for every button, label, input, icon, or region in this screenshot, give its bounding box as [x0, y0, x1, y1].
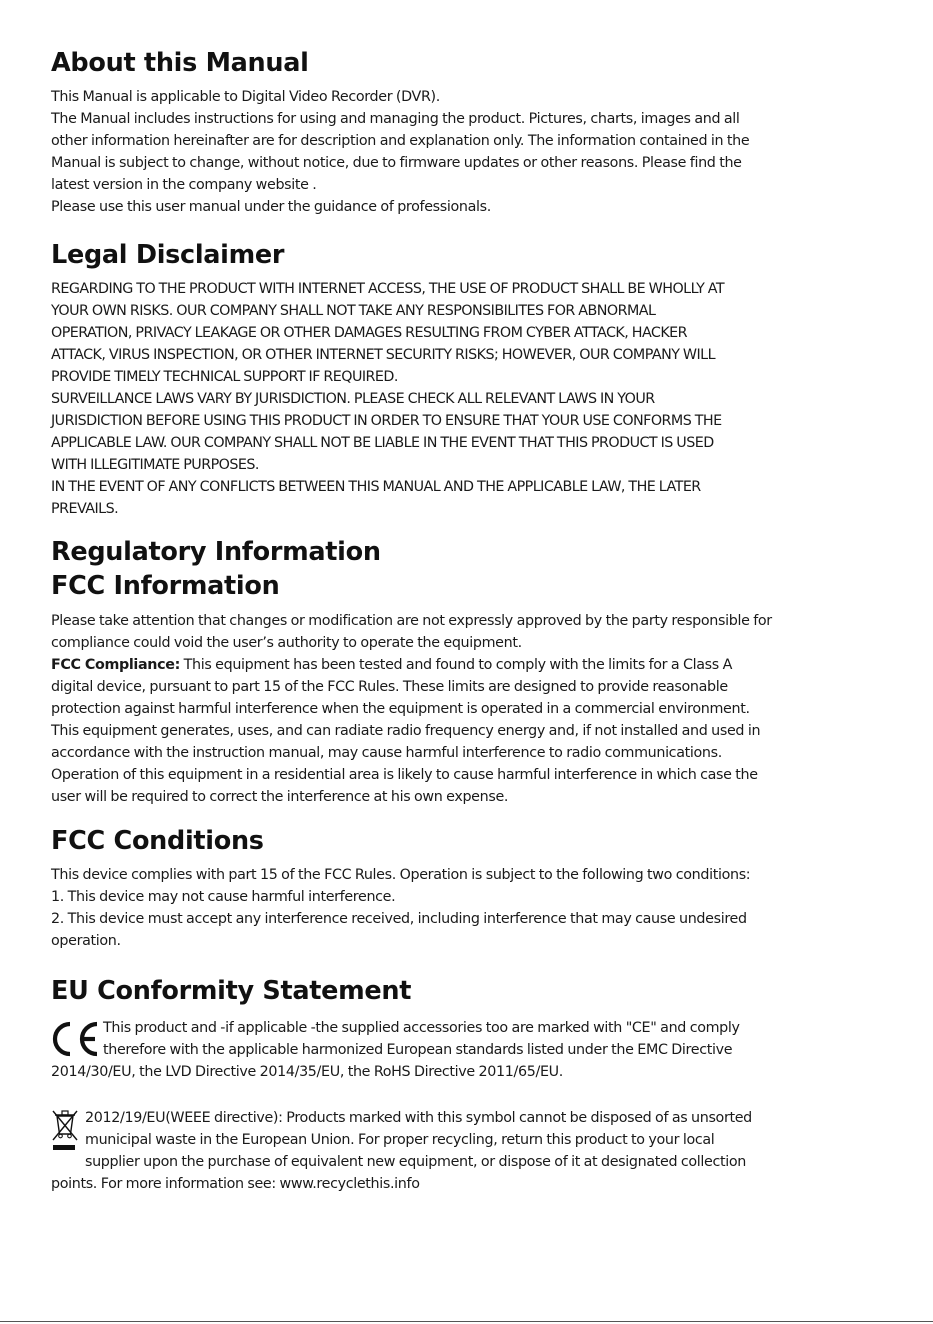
legal-line: IN THE EVENT OF ANY CONFLICTS BETWEEN THIS MANUAL AND THE APPLICABLE LAW, THE LATER	[51, 479, 701, 495]
fcc-compliance-label: FCC Compliance:	[51, 657, 180, 673]
conditions-body	[51, 864, 891, 952]
legal-line: PROVIDE TIMELY TECHNICAL SUPPORT IF REQUIRED.	[51, 369, 398, 385]
weee-line: supplier upon the purchase of equivalent new equipment, or dispose of it at designated collection	[85, 1154, 746, 1170]
ce-line: therefore with the applicable harmonized European standards listed under the EMC Directive	[103, 1042, 733, 1058]
fcc-info-line: Operation of this equipment in a residential area is likely to cause harmful interference in which case the	[51, 767, 758, 783]
fcc-info-line: user will be required to correct the interference at his own expense.	[51, 789, 509, 805]
weee-line: 2012/19/EU(WEEE directive): Products marked with this symbol cannot be disposed of as unsorted	[85, 1110, 752, 1126]
legal-line: YOUR OWN RISKS. OUR COMPANY SHALL NOT TAKE ANY RESPONSIBILITES FOR ABNORMAL	[51, 303, 656, 319]
ce-line: This product and -if applicable -the supplied accessories too are marked with "CE" and comply	[103, 1020, 740, 1036]
fcc-info-line: This equipment generates, uses, and can radiate radio frequency energy and, if not installed and used in	[51, 723, 761, 739]
about-section	[51, 46, 891, 80]
about-body	[51, 86, 891, 218]
ce-mark-icon	[51, 1019, 99, 1059]
legal-line: APPLICABLE LAW. OUR COMPANY SHALL NOT BE LIABLE IN THE EVENT THAT THIS PRODUCT IS USED	[51, 435, 714, 451]
conditions-line: operation.	[51, 933, 121, 949]
about-heading: About this Manual	[51, 48, 309, 78]
legal-line: ATTACK, VIRUS INSPECTION, OR OTHER INTERNET SECURITY RISKS; HOWEVER, OUR COMPANY WILL	[51, 347, 715, 363]
about-line: This Manual is applicable to Digital Video Recorder (DVR).	[51, 89, 440, 105]
legal-body	[51, 278, 891, 520]
weee-bin-icon	[51, 1107, 79, 1153]
conditions-line: 1. This device may not cause harmful interference.	[51, 889, 396, 905]
weee-line: municipal waste in the European Union. For proper recycling, return this product to your local	[85, 1132, 715, 1148]
fcc-info-line: accordance with the instruction manual, may cause harmful interference to radio communications.	[51, 745, 722, 761]
fcc-info-line: digital device, pursuant to part 15 of the FCC Rules. These limits are designed to provide reasonable	[51, 679, 728, 695]
conditions-section	[51, 824, 891, 858]
ce-line-last: 2014/30/EU, the LVD Directive 2014/35/EU, the RoHS Directive 2011/65/EU.	[51, 1064, 563, 1080]
eu-heading: EU Conformity Statement	[51, 976, 412, 1006]
conditions-line: 2. This device must accept any interference received, including interference that may cause undesired	[51, 911, 747, 927]
fcc-info-line: Please take attention that changes or modification are not expressly approved by the party responsible for	[51, 613, 772, 629]
manual-page	[51, 0, 891, 1192]
legal-line: PREVAILS.	[51, 501, 119, 517]
legal-line: OPERATION, PRIVACY LEAKAGE OR OTHER DAMAGES RESULTING FROM CYBER ATTACK, HACKER	[51, 325, 688, 341]
weee-line-last: points. For more information see: www.recyclethis.info	[51, 1176, 420, 1192]
legal-line: JURISDICTION BEFORE USING THIS PRODUCT IN ORDER TO ENSURE THAT YOUR USE CONFORMS THE	[51, 413, 722, 429]
ce-statement	[51, 1017, 891, 1083]
regulatory-heading: Regulatory Information	[51, 537, 381, 567]
legal-section	[51, 238, 891, 272]
legal-line: REGARDING TO THE PRODUCT WITH INTERNET ACCESS, THE USE OF PRODUCT SHALL BE WHOLLY AT	[51, 281, 725, 297]
fcc-info-line: protection against harmful interference when the equipment is operated in a commercial environment.	[51, 701, 750, 717]
legal-line: SURVEILLANCE LAWS VARY BY JURISDICTION. PLEASE CHECK ALL RELEVANT LAWS IN YOUR	[51, 391, 655, 407]
fcc-compliance-text: This equipment has been tested and found to comply with the limits for a Class A	[179, 657, 733, 673]
legal-line: WITH ILLEGITIMATE PURPOSES.	[51, 457, 259, 473]
fcc-info-heading: FCC Information	[51, 571, 280, 601]
fcc-compliance-line	[51, 654, 891, 676]
about-line: Manual is subject to change, without notice, due to firmware updates or other reasons. Please find the	[51, 155, 742, 171]
fcc-info-body	[51, 610, 891, 808]
regulatory-section	[51, 535, 891, 603]
about-line: other information hereinafter are for description and explanation only. The information contained in the	[51, 133, 750, 149]
conditions-heading: FCC Conditions	[51, 826, 264, 856]
conditions-line: This device complies with part 15 of the FCC Rules. Operation is subject to the following two conditions:	[51, 867, 751, 883]
about-line: latest version in the company website .	[51, 177, 317, 193]
fcc-info-line: compliance could void the user’s authority to operate the equipment.	[51, 635, 522, 651]
about-line: Please use this user manual under the guidance of professionals.	[51, 199, 491, 215]
about-line: The Manual includes instructions for using and managing the product. Pictures, charts, images and all	[51, 111, 740, 127]
eu-section	[51, 974, 891, 1008]
weee-statement	[51, 1107, 891, 1195]
legal-heading: Legal Disclaimer	[51, 240, 285, 270]
bottom-rule	[0, 1321, 933, 1322]
